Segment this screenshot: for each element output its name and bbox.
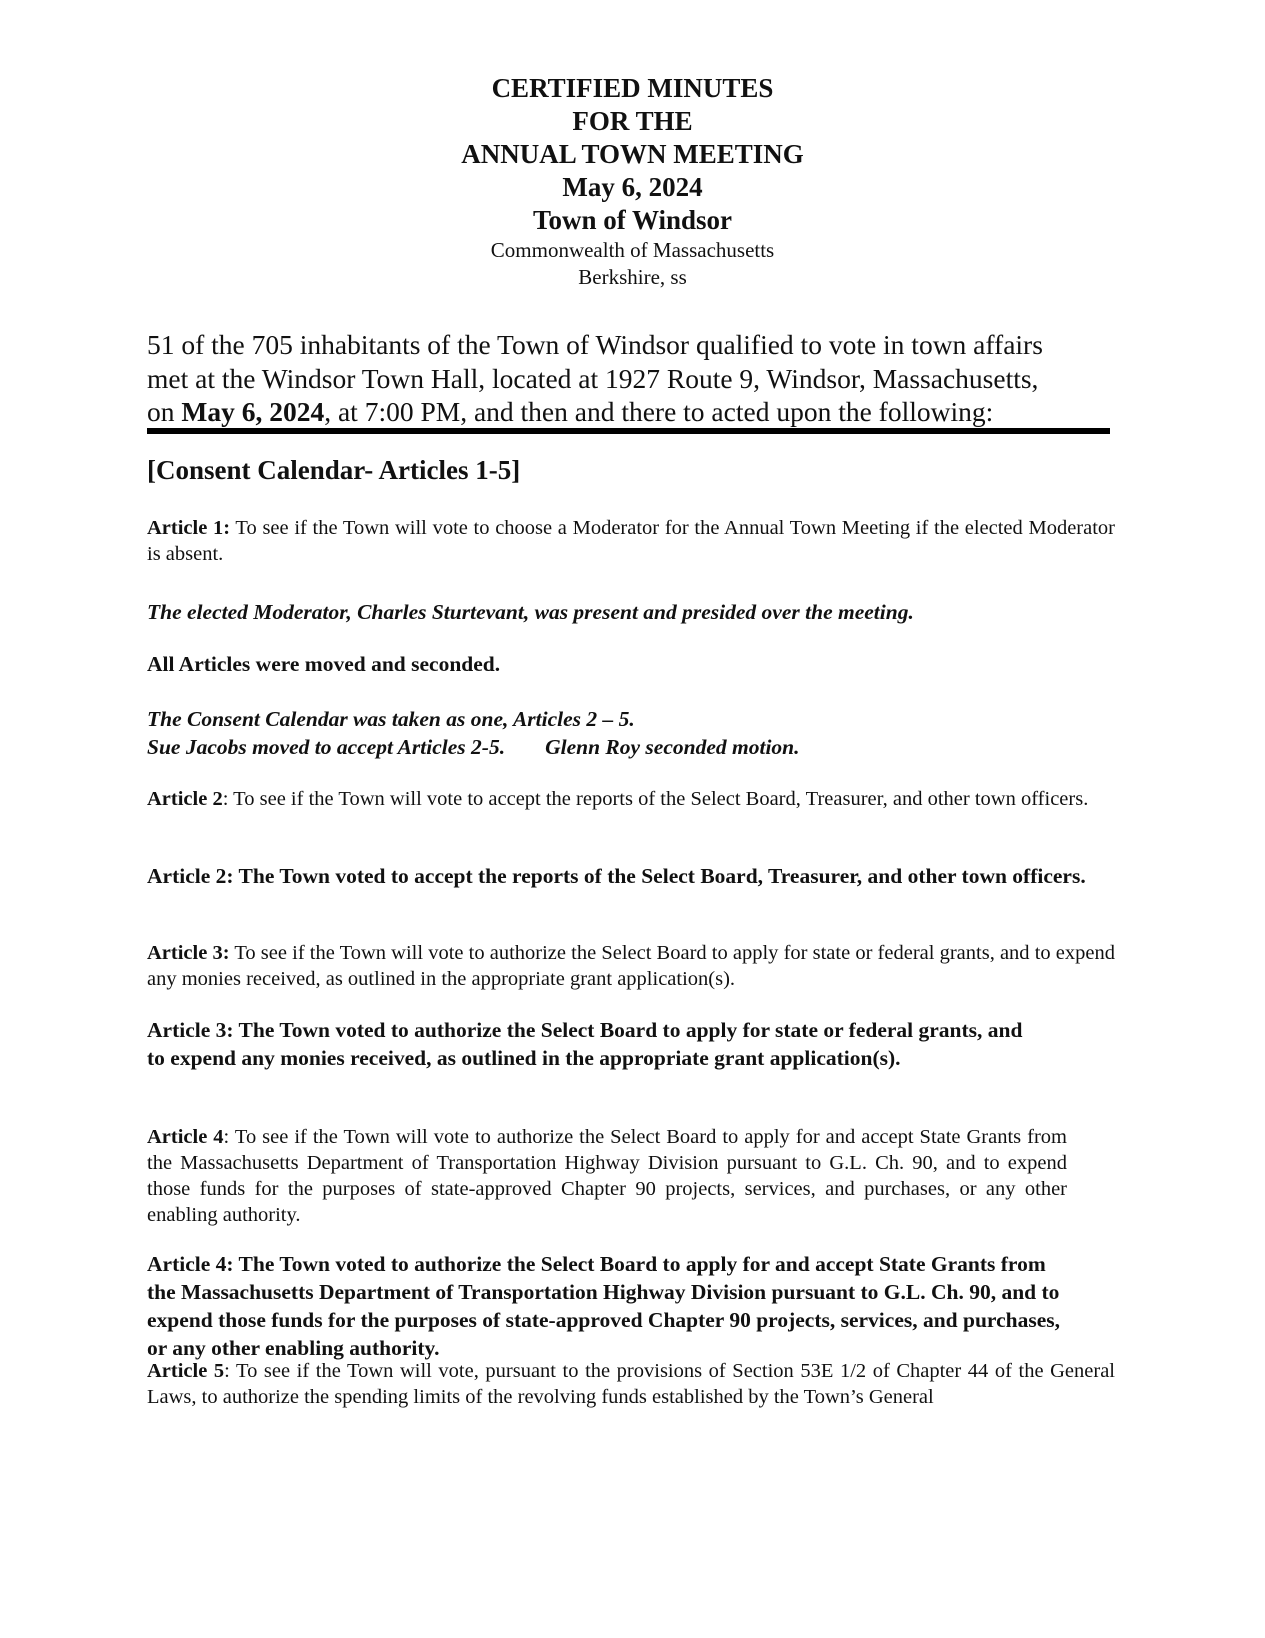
county: Berkshire, ss (578, 265, 687, 289)
town-name: Town of Windsor (532, 205, 733, 235)
intro-line-2: met at the Windsor Town Hall, located at 1927 Route 9, Windsor, Massachusetts, (147, 362, 1039, 394)
article-3-text: To see if the Town will vote to authorize the Select Board to apply for state or federal grants, and to expend any monies received, as outlined in the appropriate grant application(s). (147, 942, 1115, 990)
article-5-text: : To see if the Town will vote, pursuant to the provisions of Section 53E 1/2 of Chapter 44 of the General Laws, to authorize the spending limits of the revolving funds established by the Town’s General (147, 1360, 1115, 1408)
seconded-by: Glenn Roy seconded motion. (545, 735, 800, 759)
title-line-3: ANNUAL TOWN MEETING (461, 139, 804, 169)
article-1 (147, 515, 1115, 567)
article-2-result: Article 2: The Town voted to accept the reports of the Select Board, Treasurer, and other town officers. (147, 864, 1086, 888)
moved-note: All Articles were moved and seconded. (147, 652, 501, 676)
article-3-label: Article 3: (147, 942, 230, 964)
intro-line-3-suffix: , at 7:00 PM, and then and there to acted upon the following: (324, 396, 994, 427)
document-header (0, 72, 1265, 291)
article-4 (147, 1124, 1067, 1228)
moderator-note: The elected Moderator, Charles Sturtevant, was present and presided over the meeting. (147, 600, 914, 624)
article-1-text: To see if the Town will vote to choose a Moderator for the Annual Town Meeting if the elected Moderator is absent. (147, 517, 1115, 565)
meeting-date: May 6, 2024 (562, 172, 703, 202)
intro-line-3 (147, 395, 1117, 429)
divider-rule (147, 428, 1110, 434)
article-2 (147, 786, 1115, 812)
title-line-2: FOR THE (572, 106, 693, 136)
article-2-text: : To see if the Town will vote to accept the reports of the Select Board, Treasurer, and other town officers. (222, 788, 1089, 810)
title-line-1: CERTIFIED MINUTES (491, 73, 774, 103)
article-3 (147, 940, 1115, 992)
intro-line-3-prefix: on (147, 396, 182, 427)
consent-note (147, 705, 1115, 761)
commonwealth: Commonwealth of Massachusetts (490, 238, 775, 262)
motion-by: Sue Jacobs moved to accept Articles 2-5. (147, 735, 506, 759)
article-3-result: Article 3: The Town voted to authorize the Select Board to apply for state or federal grants, and to expend any monies received, as outlined in the appropriate grant application(s). (147, 1018, 1023, 1070)
consent-note-line-2 (147, 733, 1115, 761)
consent-note-line-1: The Consent Calendar was taken as one, Articles 2 – 5. (147, 707, 635, 731)
intro-line-1: 51 of the 705 inhabitants of the Town of Windsor qualified to vote in town affairs (147, 329, 1043, 360)
intro-date: May 6, 2024 (181, 396, 325, 427)
consent-calendar-heading: [Consent Calendar- Articles 1-5] (147, 455, 521, 485)
article-4-text: : To see if the Town will vote to authorize the Select Board to apply for and accept State Grants from the Massachusetts Department of Transportation Highway Division pursuant to G.L. Ch. 90, and to expend those funds for the purposes of state-approved Chapter 90 projects, services, and purchases, or any other enabling authority. (147, 1126, 1067, 1226)
intro-paragraph (147, 328, 1117, 429)
article-5-label: Article 5 (147, 1360, 225, 1382)
article-2-label: Article 2 (147, 788, 223, 810)
article-5 (147, 1358, 1115, 1410)
article-4-result: Article 4: The Town voted to authorize the Select Board to apply for and accept State Grants from the Massachusetts Department of Transportation Highway Division pursuant to G.L. Ch. 90, and to expend those funds for the purposes of state-approved Chapter 90 projects, services, and purchases, or any other enabling authority. (147, 1252, 1060, 1360)
article-4-label: Article 4 (147, 1126, 224, 1148)
article-1-label: Article 1: (147, 517, 231, 539)
